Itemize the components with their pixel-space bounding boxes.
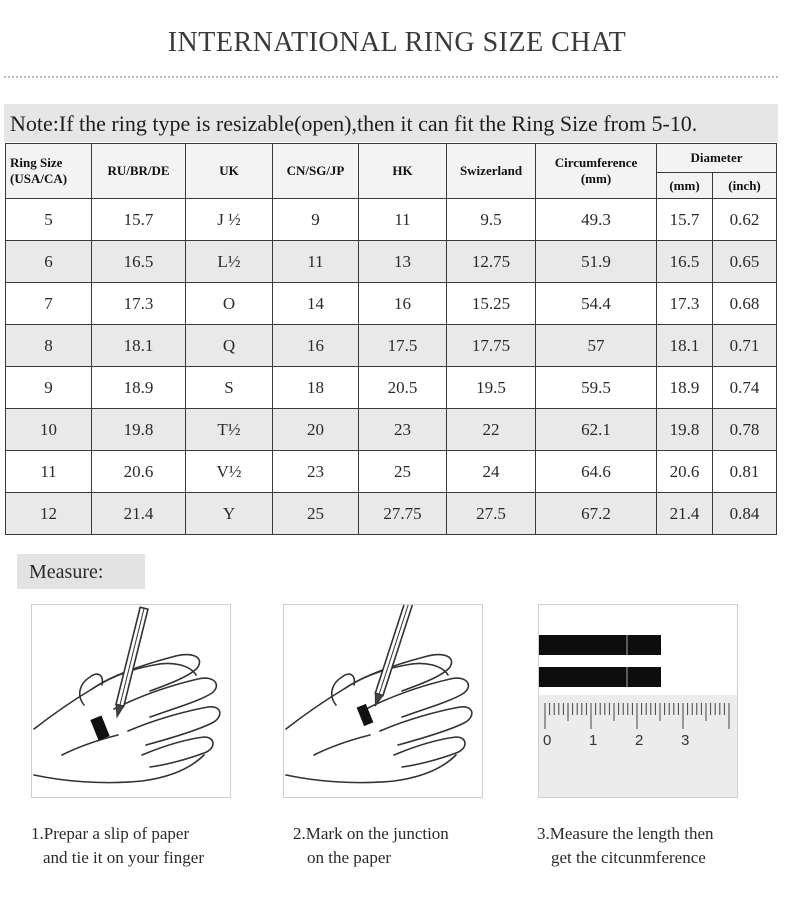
step2-illustration — [283, 604, 483, 798]
cell-hk: 13 — [359, 241, 447, 283]
cell-switzerland: 15.25 — [447, 283, 536, 325]
cell-diameter-mm: 18.9 — [657, 367, 713, 409]
cell-ru: 18.1 — [92, 325, 186, 367]
cell-diameter-mm: 21.4 — [657, 493, 713, 535]
step2-caption — [293, 822, 503, 870]
ring-size-table — [5, 143, 777, 535]
header-diameter-inch: (inch) — [713, 173, 777, 199]
cell-hk: 27.75 — [359, 493, 447, 535]
cell-circumference: 57 — [536, 325, 657, 367]
step1-illustration — [31, 604, 231, 798]
cell-diameter-inch: 0.84 — [713, 493, 777, 535]
cell-uk: V½ — [186, 451, 273, 493]
cell-cn: 18 — [273, 367, 359, 409]
cell-switzerland: 9.5 — [447, 199, 536, 241]
cell-circumference: 62.1 — [536, 409, 657, 451]
cell-diameter-inch: 0.78 — [713, 409, 777, 451]
cell-diameter-mm: 19.8 — [657, 409, 713, 451]
cell-us: 11 — [6, 451, 92, 493]
cell-hk: 11 — [359, 199, 447, 241]
step1-line1: 1.Prepar a slip of paper — [31, 824, 190, 843]
cell-switzerland: 12.75 — [447, 241, 536, 283]
ruler-tick-1: 1 — [589, 732, 598, 749]
cell-cn: 16 — [273, 325, 359, 367]
ruler-icon — [539, 605, 738, 798]
hand-with-paper-icon — [32, 605, 231, 798]
table-row — [6, 409, 777, 451]
step3-line2: get the citcunmference — [551, 848, 706, 867]
cell-uk: T½ — [186, 409, 273, 451]
cell-uk: L½ — [186, 241, 273, 283]
cell-cn: 11 — [273, 241, 359, 283]
table-row — [6, 451, 777, 493]
cell-diameter-inch: 0.68 — [713, 283, 777, 325]
step2-line2: on the paper — [307, 848, 392, 867]
cell-uk: Y — [186, 493, 273, 535]
cell-switzerland: 17.75 — [447, 325, 536, 367]
cell-uk: O — [186, 283, 273, 325]
cell-hk: 25 — [359, 451, 447, 493]
cell-us: 8 — [6, 325, 92, 367]
cell-ru: 20.6 — [92, 451, 186, 493]
step3-line1: 3.Measure the length then — [537, 824, 714, 843]
header-circumference-line1: Circumference — [554, 155, 638, 170]
cell-us: 10 — [6, 409, 92, 451]
header-circumference — [536, 144, 657, 199]
cell-diameter-mm: 18.1 — [657, 325, 713, 367]
step3-caption — [537, 822, 767, 870]
cell-circumference: 54.4 — [536, 283, 657, 325]
resizable-note: Note:If the ring type is resizable(open),then it can fit the Ring Size from 5-10. — [4, 104, 778, 142]
ruler-tick-3: 3 — [681, 732, 690, 749]
cell-switzerland: 24 — [447, 451, 536, 493]
cell-cn: 9 — [273, 199, 359, 241]
header-ring-size-line1: Ring Size — [10, 155, 63, 170]
table-row — [6, 493, 777, 535]
cell-circumference: 49.3 — [536, 199, 657, 241]
step1-caption — [31, 822, 251, 870]
header-ring-size — [6, 144, 92, 199]
cell-ru: 15.7 — [92, 199, 186, 241]
cell-diameter-mm: 16.5 — [657, 241, 713, 283]
table-row — [6, 283, 777, 325]
dotted-divider — [4, 76, 778, 78]
cell-us: 12 — [6, 493, 92, 535]
hand-marking-icon — [284, 605, 483, 798]
cell-cn: 14 — [273, 283, 359, 325]
cell-switzerland: 27.5 — [447, 493, 536, 535]
cell-cn: 25 — [273, 493, 359, 535]
cell-us: 5 — [6, 199, 92, 241]
cell-diameter-inch: 0.74 — [713, 367, 777, 409]
step3-illustration — [538, 604, 738, 798]
table-row — [6, 367, 777, 409]
cell-uk: J ½ — [186, 199, 273, 241]
cell-cn: 20 — [273, 409, 359, 451]
cell-hk: 16 — [359, 283, 447, 325]
cell-diameter-inch: 0.65 — [713, 241, 777, 283]
cell-ru: 18.9 — [92, 367, 186, 409]
cell-circumference: 51.9 — [536, 241, 657, 283]
table-row — [6, 325, 777, 367]
header-ring-size-line2: (USA/CA) — [10, 171, 68, 186]
cell-uk: S — [186, 367, 273, 409]
header-diameter: Diameter — [657, 144, 777, 173]
page-title: INTERNATIONAL RING SIZE CHAT — [167, 27, 627, 58]
cell-ru: 17.3 — [92, 283, 186, 325]
table-row — [6, 241, 777, 283]
cell-circumference: 64.6 — [536, 451, 657, 493]
cell-diameter-mm: 15.7 — [657, 199, 713, 241]
cell-hk: 23 — [359, 409, 447, 451]
cell-us: 9 — [6, 367, 92, 409]
cell-ru: 19.8 — [92, 409, 186, 451]
header-circumference-line2: (mm) — [580, 171, 612, 186]
header-switzerland: Swizerland — [447, 144, 536, 199]
cell-diameter-mm: 20.6 — [657, 451, 713, 493]
cell-switzerland: 22 — [447, 409, 536, 451]
cell-diameter-inch: 0.71 — [713, 325, 777, 367]
cell-diameter-mm: 17.3 — [657, 283, 713, 325]
cell-ru: 16.5 — [92, 241, 186, 283]
step1-line2: and tie it on your finger — [43, 848, 204, 867]
cell-cn: 23 — [273, 451, 359, 493]
cell-uk: Q — [186, 325, 273, 367]
cell-circumference: 67.2 — [536, 493, 657, 535]
step2-line1: 2.Mark on the junction — [293, 824, 449, 843]
cell-ru: 21.4 — [92, 493, 186, 535]
cell-us: 7 — [6, 283, 92, 325]
cell-circumference: 59.5 — [536, 367, 657, 409]
table-row — [6, 199, 777, 241]
header-cn: CN/SG/JP — [273, 144, 359, 199]
cell-hk: 20.5 — [359, 367, 447, 409]
cell-us: 6 — [6, 241, 92, 283]
header-hk: HK — [359, 144, 447, 199]
header-uk: UK — [186, 144, 273, 199]
header-diameter-mm: (mm) — [657, 173, 713, 199]
measure-label: Measure: — [17, 554, 145, 589]
ruler-tick-2: 2 — [635, 732, 644, 749]
cell-switzerland: 19.5 — [447, 367, 536, 409]
ruler-tick-0: 0 — [543, 732, 552, 749]
cell-diameter-inch: 0.81 — [713, 451, 777, 493]
cell-hk: 17.5 — [359, 325, 447, 367]
cell-diameter-inch: 0.62 — [713, 199, 777, 241]
header-ru: RU/BR/DE — [92, 144, 186, 199]
